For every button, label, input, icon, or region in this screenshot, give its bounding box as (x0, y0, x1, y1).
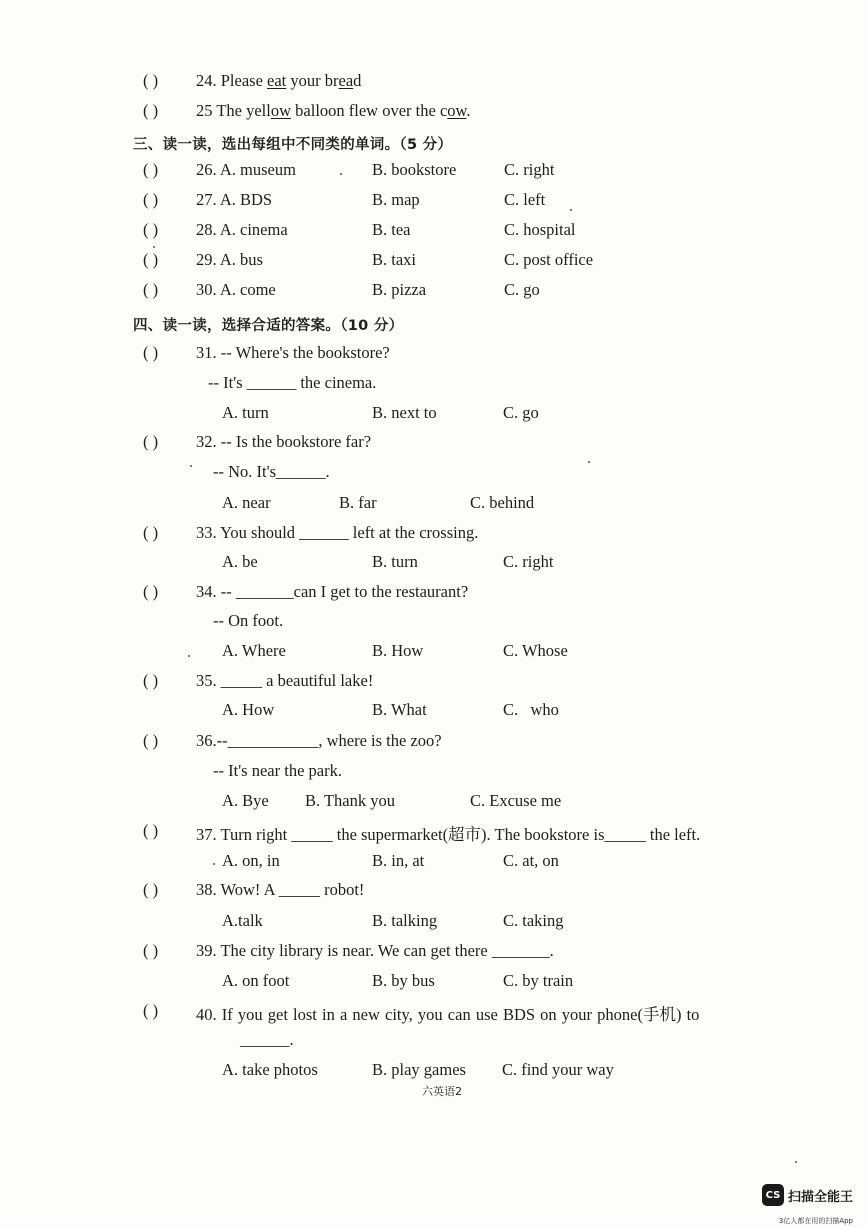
question-25 (196, 101, 471, 121)
answer-paren[interactable]: ( ) (143, 101, 159, 120)
scan-speck (188, 655, 190, 657)
q39-option-c: C. by train (503, 971, 574, 990)
scan-speck (153, 246, 155, 248)
q38-option-a: A.talk (222, 911, 263, 930)
q24-underlined: ea (338, 71, 354, 90)
q39-option-a: A. on foot (222, 971, 290, 990)
q27-option-c: C. left (504, 190, 546, 209)
answer-paren[interactable]: ( ) (143, 582, 159, 601)
answer-paren[interactable]: ( ) (143, 160, 159, 179)
q39-stem: 39. The city library is near. We can get there _______. (196, 941, 554, 960)
q33-stem: 33. You should ______ left at the crossing. (196, 523, 479, 542)
q25-underlined: ow (270, 101, 292, 120)
camscanner-logo-icon: CS (762, 1184, 784, 1206)
q32-reply: -- No. It's______. (213, 462, 330, 481)
q30-option-c: C. go (504, 280, 540, 299)
q38-stem: 38. Wow! A _____ robot! (196, 880, 365, 899)
answer-paren[interactable]: ( ) (143, 941, 159, 960)
scan-speck (795, 1161, 797, 1163)
q34-option-b: B. How (372, 641, 424, 660)
q36-stem: 36.--___________, where is the zoo? (196, 731, 442, 750)
answer-paren[interactable]: ( ) (143, 190, 159, 209)
q29-option-a: 29. A. bus (196, 250, 263, 269)
q32-option-c: C. behind (470, 493, 535, 512)
q35-option-c: C. who (503, 700, 559, 719)
q28-option-b: B. tea (372, 220, 411, 239)
q26-option-a: 26. A. museum (196, 160, 296, 179)
q25-text: 25 The yell (196, 101, 271, 120)
answer-paren[interactable]: ( ) (143, 880, 159, 899)
q37-stem: 37. Turn right _____ the supermarket(超市). The bookstore is_____ the left. (196, 825, 701, 844)
q40-reply: ______. (240, 1030, 294, 1049)
q30-option-b: B. pizza (372, 280, 427, 299)
q40-option-a: A. take photos (222, 1060, 318, 1079)
q37-option-c: C. at, on (503, 851, 559, 870)
q24-underlined: eat (267, 71, 287, 90)
q34-reply: -- On foot. (213, 611, 284, 630)
answer-paren[interactable]: ( ) (143, 250, 159, 269)
q29-option-c: C. post office (504, 250, 594, 269)
answer-paren[interactable]: ( ) (143, 671, 159, 690)
scan-speck (340, 173, 342, 175)
answer-paren[interactable]: ( ) (143, 731, 159, 750)
q34-option-a: A. Where (222, 641, 286, 660)
q31-reply: -- It's ______ the cinema. (208, 373, 377, 392)
q35-option-b: B. What (372, 700, 427, 719)
q36-reply: -- It's near the park. (213, 761, 342, 780)
q26-option-c: C. right (504, 160, 555, 179)
q24-text: d (353, 71, 362, 90)
q33-option-b: B. turn (372, 552, 418, 571)
q26-option-b: B. bookstore (372, 160, 457, 179)
q35-stem: 35. _____ a beautiful lake! (196, 671, 374, 690)
q28-option-c: C. hospital (504, 220, 576, 239)
q38-option-b: B. talking (372, 911, 438, 930)
q24-text: your br (286, 71, 339, 90)
section-4-heading: 四、读一读，选择合适的答案。（10 分） (133, 318, 404, 334)
q25-text: balloon flew over the c (291, 101, 448, 120)
q25-underlined: ow (447, 101, 467, 120)
q37-option-a: A. on, in (222, 851, 280, 870)
q31-option-c: C. go (503, 403, 539, 422)
q25-text: . (466, 101, 471, 120)
watermark-name: 扫描全能王 (787, 1189, 853, 1205)
q31-stem: 31. -- Where's the bookstore? (196, 343, 390, 362)
q24-text: 24. Please (196, 71, 268, 90)
q32-option-a: A. near (222, 493, 271, 512)
scan-speck (570, 209, 572, 211)
answer-paren[interactable]: ( ) (143, 71, 159, 90)
q36-option-b: B. Thank you (305, 791, 395, 810)
q36-option-a: A. Bye (222, 791, 269, 810)
scan-speck (588, 461, 590, 463)
q40-option-b: B. play games (372, 1060, 466, 1079)
answer-paren[interactable]: ( ) (143, 220, 159, 239)
answer-paren[interactable]: ( ) (143, 280, 159, 299)
q32-stem: 32. -- Is the bookstore far? (196, 432, 372, 451)
q28-option-a: 28. A. cinema (196, 220, 288, 239)
scan-speck (190, 465, 192, 467)
q27-option-a: 27. A. BDS (196, 190, 273, 209)
q38-option-c: C. taking (503, 911, 564, 930)
page-footer: 六英语2 (422, 1085, 462, 1098)
q40-option-c: C. find your way (502, 1060, 614, 1079)
q40-stem: 40. If you get lost in a new city, you can use BDS on your phone(手机) to (196, 1005, 700, 1024)
q39-option-b: B. by bus (372, 971, 435, 990)
q35-option-a: A. How (222, 700, 275, 719)
q30-option-a: 30. A. come (196, 280, 276, 299)
answer-paren[interactable]: ( ) (143, 432, 159, 451)
scanner-watermark (762, 1184, 853, 1206)
q37-option-b: B. in, at (372, 851, 425, 870)
watermark-tagline: 3亿人都在用的扫描App (778, 1217, 853, 1225)
q34-option-c: C. Whose (503, 641, 568, 660)
q31-option-b: B. next to (372, 403, 437, 422)
q31-option-a: A. turn (222, 403, 269, 422)
q27-option-b: B. map (372, 190, 420, 209)
q33-option-c: C. right (503, 552, 554, 571)
question-24 (196, 71, 361, 91)
answer-paren[interactable]: ( ) (143, 1001, 159, 1020)
q36-option-c: C. Excuse me (470, 791, 562, 810)
q33-option-a: A. be (222, 552, 258, 571)
q34-stem: 34. -- _______can I get to the restaurant? (196, 582, 469, 601)
q29-option-b: B. taxi (372, 250, 416, 269)
answer-paren[interactable]: ( ) (143, 523, 159, 542)
q32-option-b: B. far (339, 493, 377, 512)
section-3-heading: 三、读一读，选出每组中不同类的单词。（5 分） (133, 137, 453, 153)
scan-speck (213, 863, 215, 865)
answer-paren[interactable]: ( ) (143, 343, 159, 362)
answer-paren[interactable]: ( ) (143, 821, 159, 840)
